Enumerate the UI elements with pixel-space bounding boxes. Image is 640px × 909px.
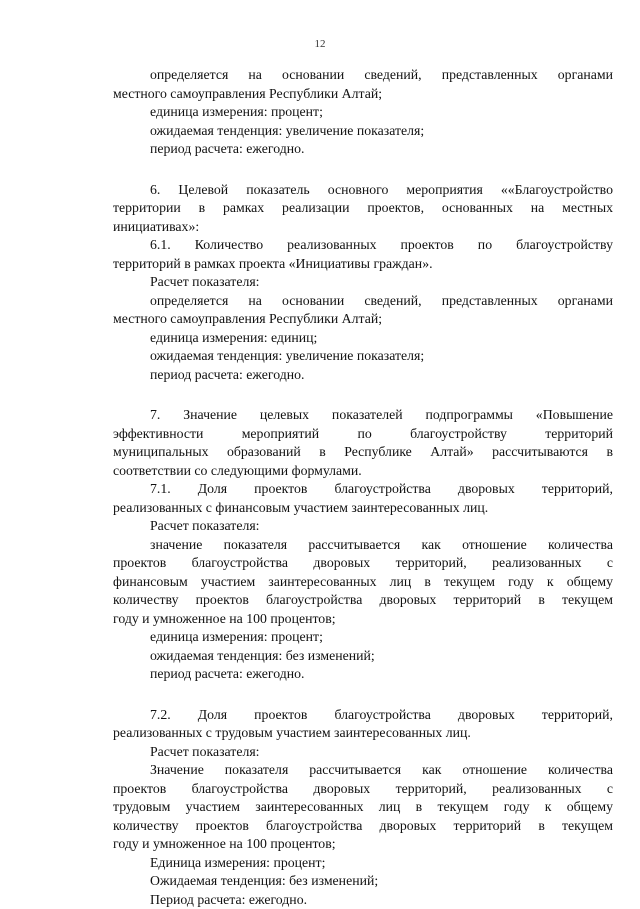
text-line: ожидаемая тенденция: без изменений; bbox=[113, 647, 613, 666]
text-line: реализованных с финансовым участием заинтересованных лиц. bbox=[113, 499, 613, 518]
text-line: муниципальных образований в Республике Алтай» рассчитываются в bbox=[113, 443, 613, 462]
text-line: 7.1. Доля проектов благоустройства дворовых территорий, bbox=[113, 480, 613, 499]
text-line: период расчета: ежегодно. bbox=[113, 366, 613, 385]
text-line: единица измерения: единиц; bbox=[113, 329, 613, 348]
text-line: период расчета: ежегодно. bbox=[113, 665, 613, 684]
text-line: определяется на основании сведений, представленных органами bbox=[113, 66, 613, 85]
text-line: определяется на основании сведений, представленных органами bbox=[113, 292, 613, 311]
text-line: проектов благоустройства дворовых территорий, реализованных с bbox=[113, 554, 613, 573]
text-line: количеству проектов благоустройства дворовых территорий в текущем bbox=[113, 591, 613, 610]
text-line: трудовым участием заинтересованных лиц в текущем году к общему bbox=[113, 798, 613, 817]
text-line: местного самоуправления Республики Алтай; bbox=[113, 85, 613, 104]
text-line: значение показателя рассчитывается как отношение количества bbox=[113, 536, 613, 555]
text-line: эффективности мероприятий по благоустройству территорий bbox=[113, 425, 613, 444]
text-section bbox=[113, 706, 613, 909]
text-line: Период расчета: ежегодно. bbox=[113, 891, 613, 909]
section-spacer bbox=[113, 684, 613, 706]
text-line: единица измерения: процент; bbox=[113, 103, 613, 122]
section-spacer bbox=[113, 159, 613, 181]
text-line: Расчет показателя: bbox=[113, 743, 613, 762]
text-line: проектов благоустройства дворовых территорий, реализованных с bbox=[113, 780, 613, 799]
text-line: Расчет показателя: bbox=[113, 517, 613, 536]
text-line: 7. Значение целевых показателей подпрограммы «Повышение bbox=[113, 406, 613, 425]
text-line: количеству проектов благоустройства дворовых территорий в текущем bbox=[113, 817, 613, 836]
text-section bbox=[113, 181, 613, 385]
text-line: ожидаемая тенденция: увеличение показателя; bbox=[113, 122, 613, 141]
text-line: году и умноженное на 100 процентов; bbox=[113, 610, 613, 629]
text-line: Расчет показателя: bbox=[113, 273, 613, 292]
section-spacer bbox=[113, 384, 613, 406]
text-line: Единица измерения: процент; bbox=[113, 854, 613, 873]
text-line: Значение показателя рассчитывается как отношение количества bbox=[113, 761, 613, 780]
text-line: Ожидаемая тенденция: без изменений; bbox=[113, 872, 613, 891]
document-body bbox=[113, 66, 613, 909]
text-line: период расчета: ежегодно. bbox=[113, 140, 613, 159]
text-line: инициативах»: bbox=[113, 218, 613, 237]
text-section bbox=[113, 406, 613, 684]
text-line: реализованных с трудовым участием заинтересованных лиц. bbox=[113, 724, 613, 743]
text-line: соответствии со следующими формулами. bbox=[113, 462, 613, 481]
page-number: 12 bbox=[0, 38, 640, 50]
text-line: 6.1. Количество реализованных проектов по благоустройству bbox=[113, 236, 613, 255]
text-line: территорий в рамках проекта «Инициативы граждан». bbox=[113, 255, 613, 274]
text-line: финансовым участием заинтересованных лиц в текущем году к общему bbox=[113, 573, 613, 592]
text-line: местного самоуправления Республики Алтай; bbox=[113, 310, 613, 329]
text-line: 6. Целевой показатель основного мероприятия ««Благоустройство bbox=[113, 181, 613, 200]
text-line: году и умноженное на 100 процентов; bbox=[113, 835, 613, 854]
text-line: 7.2. Доля проектов благоустройства дворовых территорий, bbox=[113, 706, 613, 725]
text-section bbox=[113, 66, 613, 159]
text-line: ожидаемая тенденция: увеличение показателя; bbox=[113, 347, 613, 366]
text-line: единица измерения: процент; bbox=[113, 628, 613, 647]
text-line: территории в рамках реализации проектов, основанных на местных bbox=[113, 199, 613, 218]
